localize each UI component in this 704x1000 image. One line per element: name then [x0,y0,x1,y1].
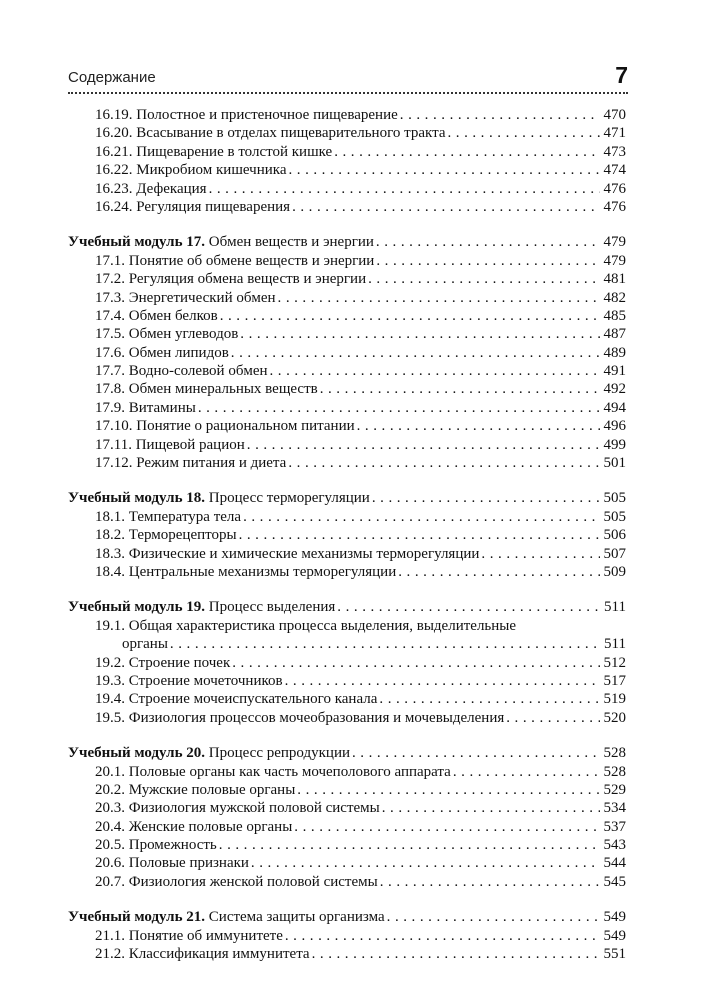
toc-entry: 17.1. Понятие об обмене веществ и энергии . . . 479 [68,252,626,270]
toc-entry: 20.6. Половые признаки . . . 544 [68,854,626,872]
table-of-contents [68,106,626,963]
toc-entry: 16.22. Микробиом кишечника . . . 474 [68,161,626,179]
toc-module-heading: Учебный модуль 21. Система защиты организма . . . 549 [68,908,626,926]
toc-entry: 20.2. Мужские половые органы . . . 529 [68,781,626,799]
header-dotted-rule [68,92,628,94]
toc-entry: 19.2. Строение почек . . . 512 [68,654,626,672]
toc-entry: 21.1. Понятие об иммунитете . . . 549 [68,927,626,945]
toc-entry: 20.4. Женские половые органы . . . 537 [68,818,626,836]
toc-module-18 [68,489,626,581]
toc-module-16-continued [68,106,626,216]
toc-module-21 [68,908,626,963]
toc-entry: 19.4. Строение мочеиспускательного канала . . . 519 [68,690,626,708]
toc-entry: 20.1. Половые органы как часть мочеполового аппарата . . . 528 [68,763,626,781]
toc-entry: 18.2. Терморецепторы . . . 506 [68,526,626,544]
toc-entry-first-line: 19.1. Общая характеристика процесса выделения, выделительные [95,617,517,634]
toc-entry: 16.24. Регуляция пищеварения . . . 476 [68,198,626,216]
toc-entry: 16.23. Дефекация . . . 476 [68,180,626,198]
toc-entry: 17.2. Регуляция обмена веществ и энергии . . . 481 [68,270,626,288]
toc-entry: 17.7. Водно-солевой обмен . . . 491 [68,362,626,380]
toc-module-heading: Учебный модуль 17. Обмен веществ и энергии . . . 479 [68,233,626,251]
page-number: 7 [615,62,628,88]
toc-module-17 [68,233,626,472]
toc-entry: 17.10. Понятие о рациональном питании . . . 496 [68,417,626,435]
toc-module-20 [68,744,626,891]
toc-entry: 16.19. Полостное и пристеночное пищеварение . . . 470 [68,106,626,124]
toc-entry: 20.7. Физиология женской половой системы . . . 545 [68,873,626,891]
toc-entry: 19.5. Физиология процессов мочеобразования и мочевыделения . . . 520 [68,709,626,727]
toc-entry: 17.12. Режим питания и диета . . . 501 [68,454,626,472]
toc-entry: 19.3. Строение мочеточников . . . 517 [68,672,626,690]
page-header [68,62,628,92]
toc-entry: 17.6. Обмен липидов . . . 489 [68,344,626,362]
toc-module-heading: Учебный модуль 20. Процесс репродукции . . . 528 [68,744,626,762]
toc-entry: 20.3. Физиология мужской половой системы . . . 534 [68,799,626,817]
toc-entry: 17.9. Витамины . . . 494 [68,399,626,417]
toc-entry: 17.3. Энергетический обмен . . . 482 [68,289,626,307]
toc-entry: 21.2. Классификация иммунитета . . . 551 [68,945,626,963]
toc-module-19 [68,598,626,727]
toc-entry: 17.8. Обмен минеральных веществ . . . 492 [68,380,626,398]
toc-entry: 17.5. Обмен углеводов . . . 487 [68,325,626,343]
toc-entry: 18.3. Физические и химические механизмы терморегуляции . . . 507 [68,545,626,563]
toc-module-heading: Учебный модуль 19. Процесс выделения . . . 511 [68,598,626,616]
toc-entry: 17.11. Пищевой рацион . . . 499 [68,436,626,454]
toc-entry: 18.1. Температура тела . . . 505 [68,508,626,526]
toc-entry: 16.20. Всасывание в отделах пищеварительного тракта . . . 471 [68,124,626,142]
toc-entry: 18.4. Центральные механизмы терморегуляции . . . 509 [68,563,626,581]
running-title: Содержание [68,69,156,86]
toc-entry: 17.4. Обмен белков . . . 485 [68,307,626,325]
toc-entry-continued: органы . . . 511 [68,635,626,653]
toc-module-heading: Учебный модуль 18. Процесс терморегуляции . . . 505 [68,489,626,507]
toc-entry: 16.21. Пищеварение в толстой кишке . . . 473 [68,143,626,161]
toc-entry: 20.5. Промежность . . . 543 [68,836,626,854]
